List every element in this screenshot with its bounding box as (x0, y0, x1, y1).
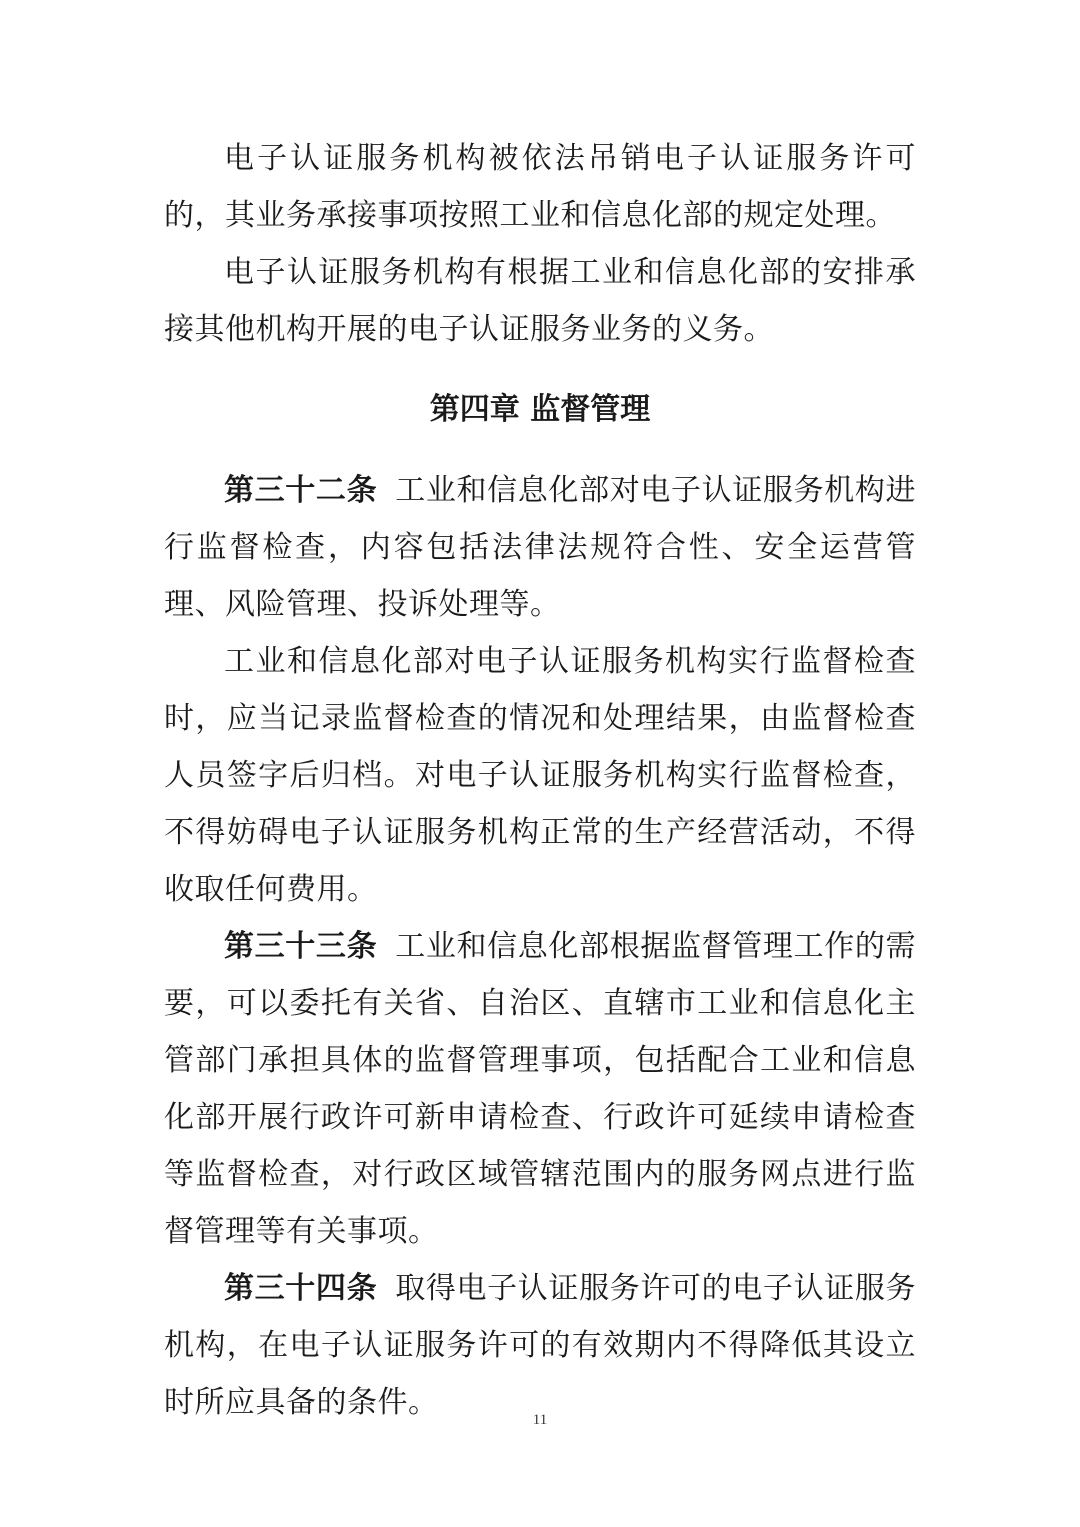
article-32-heading: 第三十二条 (224, 473, 378, 508)
chapter-title: 第四章 监督管理 (429, 392, 651, 427)
article-33-heading: 第三十三条 (224, 929, 378, 964)
page-content (164, 130, 916, 1431)
article-33-body: 工业和信息化部根据监督管理工作的需要，可以委托有关省、自治区、直辖市工业和信息化主管部门承担具体的监督管理事项，包括配合工业和信息化部开展行政许可新申请检查、行政许可延续申请检查等监督检查，对行政区域管辖范围内的服务网点进行监督管理等有关事项。 (164, 929, 917, 1249)
article-34 (164, 1260, 916, 1431)
article-32 (164, 462, 916, 633)
article-33 (164, 918, 916, 1260)
article-34-body: 取得电子认证服务许可的电子认证服务机构，在电子认证服务许可的有效期内不得降低其设立时所应具备的条件。 (164, 1271, 917, 1420)
paragraph-obligation: 电子认证服务机构有根据工业和信息化部的安排承接其他机构开展的电子认证服务业务的义务。 (164, 255, 916, 347)
page-number: 11 (532, 1412, 548, 1428)
paragraph-revocation: 电子认证服务机构被依法吊销电子认证服务许可的，其业务承接事项按照工业和信息化部的规定处理。 (164, 141, 916, 233)
article-32-body: 工业和信息化部对电子认证服务机构进行监督检查，内容包括法律法规符合性、安全运营管理、风险管理、投诉处理等。 (164, 473, 917, 622)
paragraph-32-2: 工业和信息化部对电子认证服务机构实行监督检查时，应当记录监督检查的情况和处理结果，由监督检查人员签字后归档。对电子认证服务机构实行监督检查，不得妨碍电子认证服务机构正常的生产经营活动，不得收取任何费用。 (164, 644, 916, 907)
article-34-heading: 第三十四条 (224, 1271, 378, 1306)
